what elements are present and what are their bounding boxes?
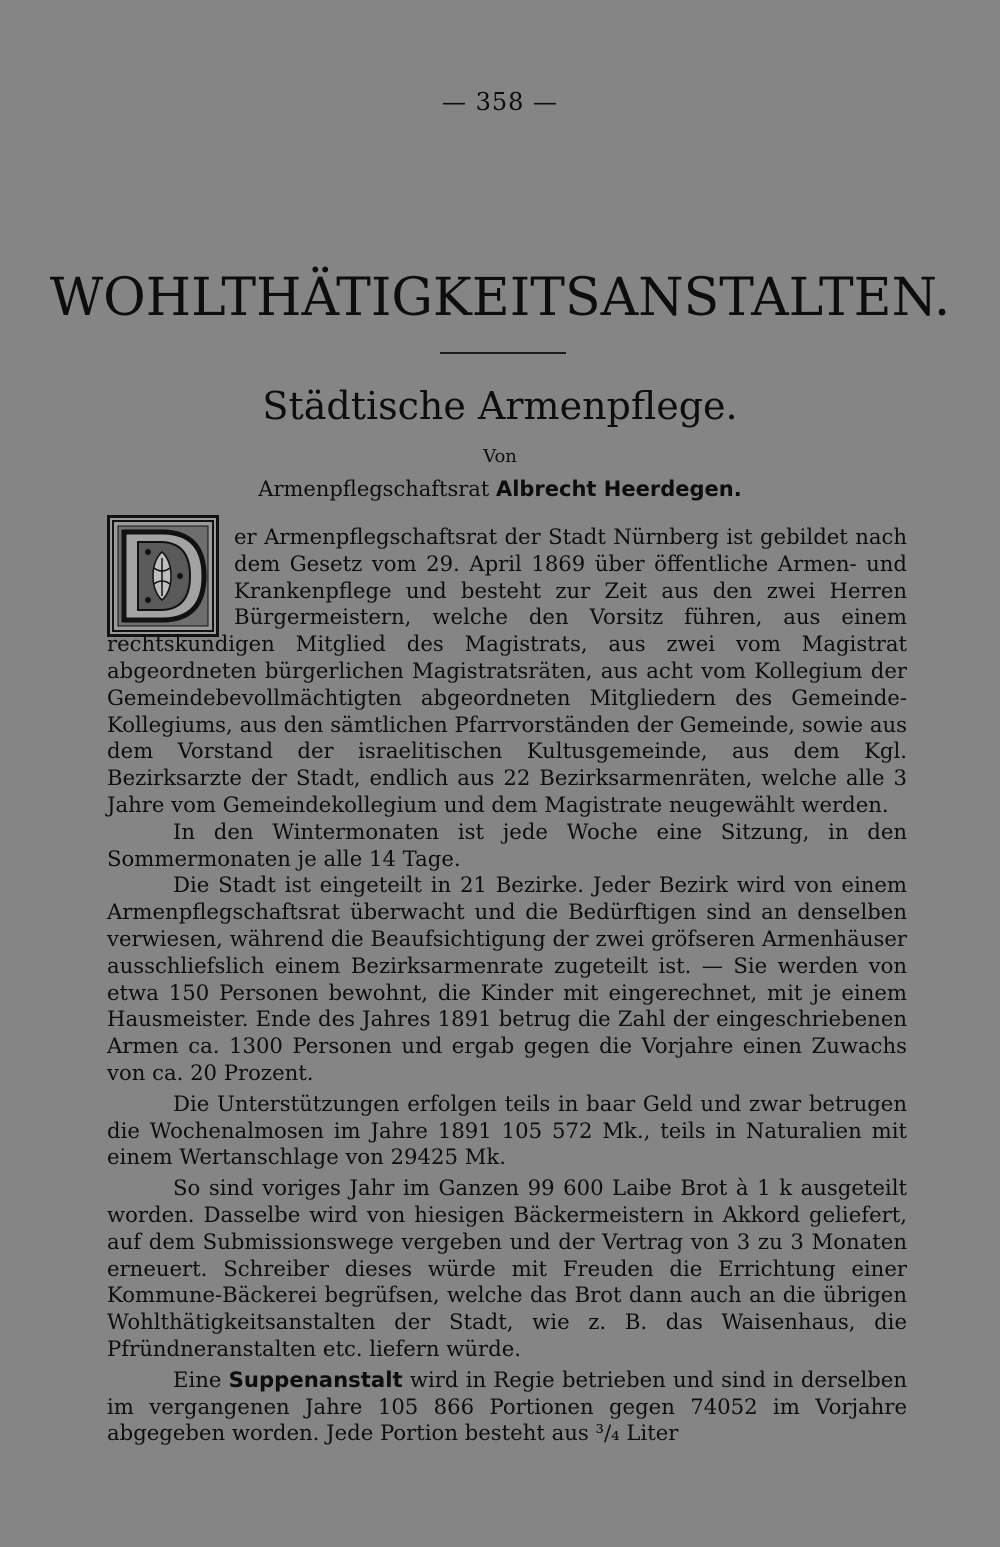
paragraph-1-text: er Armenpflegschaftsrat der Stadt Nürnberg ist gebildet nach dem Gesetz vom 29. April 1869 über öffentliche Armen- und Krankenpflege und besteht zur Zeit aus den zwei Herren Bürgermeistern, welche den Vorsitz führen, aus einem rechtskundigen Mitglied des Magistrats, aus zwei vom Magistrat abgeordneten bürgerlichen Magistratsräten, aus acht vom Kollegium der Gemeindebevollmächtigten abgeordneten Mitgliedern des Gemeinde-Kollegiums, aus den sämtlichen Pfarrvorständen der Gemeinde, sowie aus dem Vorstand der israelitischen Kultusgemeinde, aus dem Kgl. Bezirksarzte der Stadt, endlich aus 22 Bezirksarmenräten, welche alle 3 Jahre vom Gemeindekollegium und dem Magistrate neugewählt werden. — [107, 524, 907, 817]
paragraph-6-keyword: Suppenanstalt — [228, 1366, 403, 1392]
author-line — [0, 477, 1000, 501]
paragraph-6 — [107, 1367, 907, 1447]
paragraph-5: So sind voriges Jahr im Ganzen 99 600 Laibe Brot à 1 k ausgeteilt worden. Dasselbe wird von hiesigen Bäckermeistern in Akkord geliefert, auf dem Submissionswege vergeben und der Vertrag von 3 zu 3 Monaten erneuert. Schreiber dieses würde mit Freuden die Errichtung einer Kommune-Bäckerei begrüfsen, welche das Brot dann auch an die übrigen Wohlthätigkeitsanstalten der Stadt, wie z. B. das Waisenhaus, die Pfründneranstalten etc. liefern würde. — [107, 1175, 907, 1361]
dropcap-spacer — [107, 524, 234, 631]
title-divider — [440, 352, 566, 354]
article-body — [107, 524, 907, 1447]
paragraph-2: In den Wintermonaten ist jede Woche eine Sitzung, in den Sommermonaten je alle 14 Tage. — [107, 818, 907, 871]
author-name: Albrecht Heerdegen. — [495, 477, 742, 501]
byline-von: Von — [483, 446, 517, 467]
paragraph-4: Die Unterstützungen erfolgen teils in baar Geld und zwar betrugen die Wochenalmosen im Jahre 1891 105 572 Mk., teils in Naturalien mit einem Wertanschlage von 29425 Mk. — [107, 1090, 907, 1170]
author-prefix: Armenpflegschaftsrat — [258, 477, 490, 501]
paragraph-6-rest: wird in Regie betrieben und sind in derselben im vergangenen Jahre 105 866 Portionen gegen 74052 im Vorjahre abgegeben worden. Jede Portion besteht aus ³/₄ Liter — [107, 1366, 907, 1446]
main-title: WOHLTHÄTIGKEITSANSTALTEN. — [49, 268, 951, 328]
page-number: — 358 — — [441, 88, 559, 116]
paragraph-1 — [107, 524, 907, 819]
paragraph-3: Die Stadt ist eingeteilt in 21 Bezirke. Jeder Bezirk wird von einem Armenpflegschaftsrat überwacht und die Bedürftigen sind an denselben verwiesen, während die Beaufsichtigung der zwei gröfseren Armenhäuser ausschliefslich einem Bezirksarmenrate zugeteilt ist. — Sie werden von etwa 150 Personen bewohnt, die Kinder mit eingerechnet, mit je einem Hausmeister. Ende des Jahres 1891 betrug die Zahl der eingeschriebenen Armen ca. 1300 Personen und ergab gegen die Vorjahre einen Zuwachs von ca. 20 Prozent. — [107, 872, 907, 1085]
paragraph-6-start: Eine — [173, 1366, 229, 1392]
section-title: Städtische Armenpflege. — [262, 384, 738, 428]
